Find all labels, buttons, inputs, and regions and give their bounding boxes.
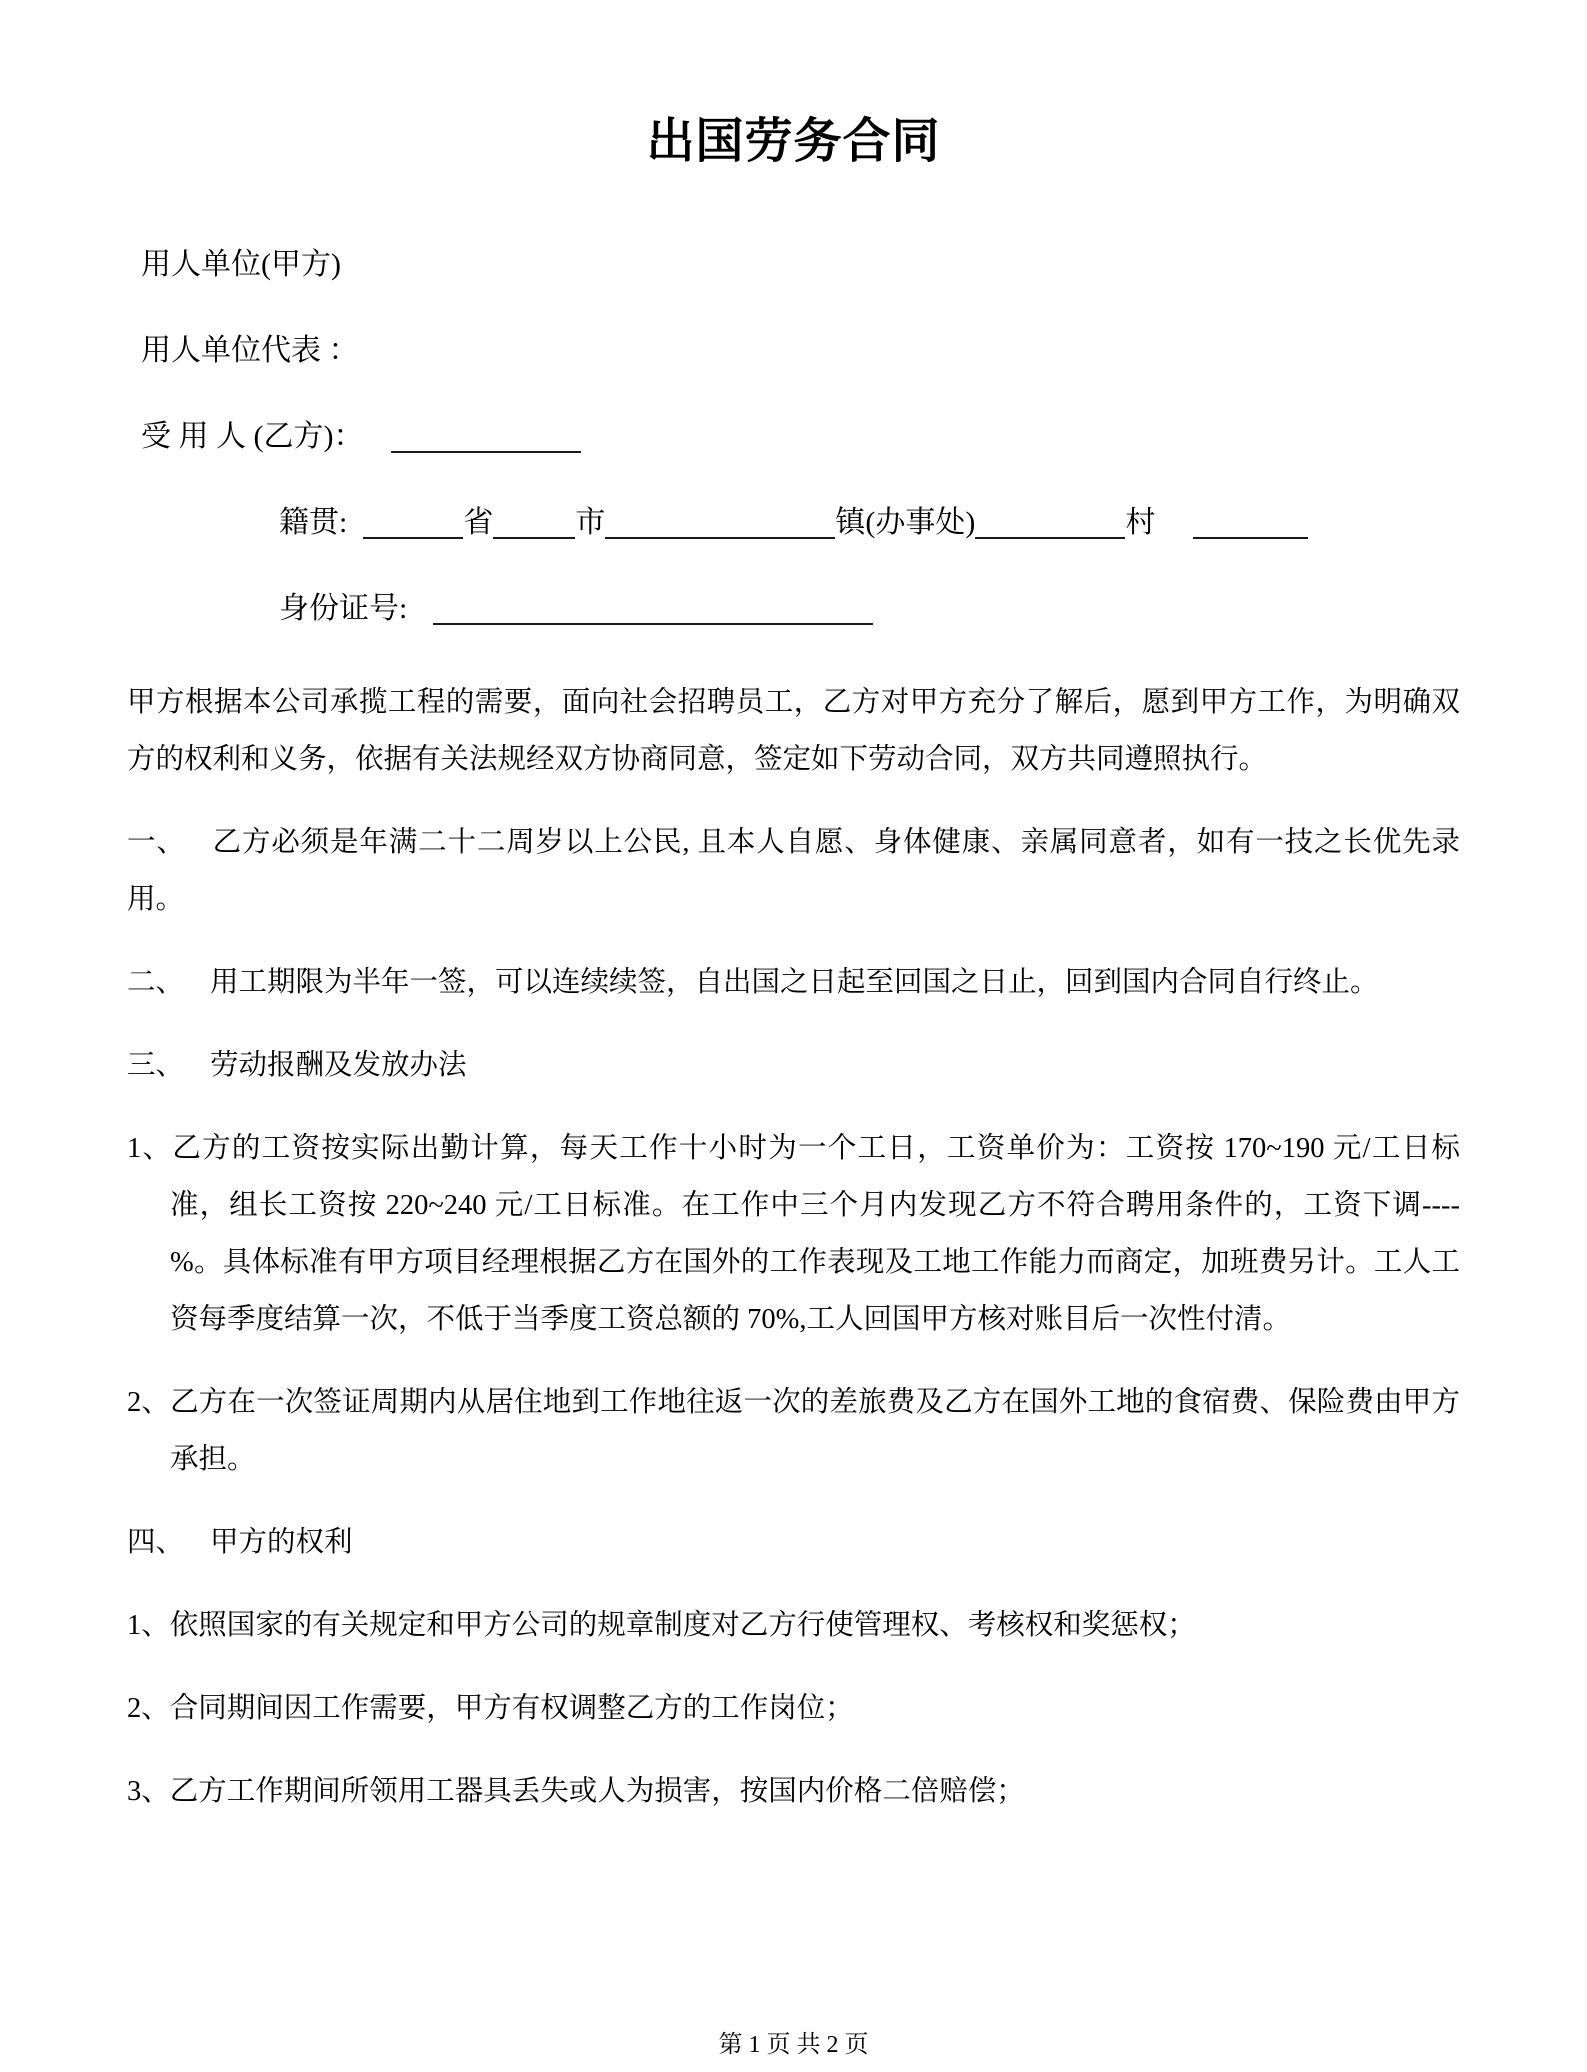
page-number-footer: 第 1 页 共 2 页 xyxy=(718,2032,869,2058)
employee-line xyxy=(127,394,1460,480)
town-blank[interactable] xyxy=(605,503,835,539)
town-suffix: 镇(办事处) xyxy=(835,506,976,539)
paragraph xyxy=(127,674,1460,788)
paragraph-marker: 3、 xyxy=(127,1776,170,1807)
province-blank[interactable] xyxy=(363,503,463,539)
employer-line xyxy=(127,222,1460,308)
parties-block xyxy=(127,222,1460,652)
paragraph-text: 甲方根据本公司承揽工程的需要，面向社会招聘员工，乙方对甲方充分了解后，愿到甲方工作，为明确双方的权利和义务，依据有关法规经双方协商同意，签定如下劳动合同，双方共同遵照执行。 xyxy=(127,687,1460,775)
paragraph xyxy=(127,1763,1460,1820)
paragraph-text: 乙方工作期间所领用工器具丢失或人为损害，按国内价格二倍赔偿； xyxy=(169,1776,1025,1807)
spacer xyxy=(347,531,363,532)
city-blank[interactable] xyxy=(493,503,575,539)
id-number-label: 身份证号: xyxy=(279,592,408,625)
paragraph xyxy=(127,1120,1460,1348)
employer-representative-line xyxy=(127,308,1460,394)
paragraph xyxy=(127,954,1460,1011)
paragraph xyxy=(127,1037,1460,1094)
spacer xyxy=(407,617,433,618)
city-suffix: 市 xyxy=(575,506,606,539)
province-suffix: 省 xyxy=(463,506,494,539)
paragraph xyxy=(127,1514,1460,1571)
employer-representative-label: 用人单位代表 ： xyxy=(141,334,359,367)
contract-body xyxy=(127,674,1460,1820)
employee-name-blank[interactable] xyxy=(391,417,581,453)
paragraph-text: 依照国家的有关规定和甲方公司的规章制度对乙方行使管理权、考核权和奖惩权； xyxy=(169,1610,1196,1641)
document-title: 出国劳务合同 xyxy=(646,115,941,168)
spacer xyxy=(363,445,391,446)
paragraph-text: 乙方在一次签证周期内从居住地到工作地往返一次的差旅费及乙方在国外工地的食宿费、保险费由甲方承担。 xyxy=(170,1387,1460,1475)
paragraph-text: 劳动报酬及发放办法 xyxy=(210,1050,467,1081)
spacer xyxy=(1155,531,1193,532)
id-number-line xyxy=(127,566,1460,652)
employer-label: 用人单位(甲方) xyxy=(141,248,341,281)
paragraph-marker: 2、 xyxy=(127,1387,171,1418)
document-content xyxy=(127,0,1460,1846)
paragraph-text: 乙方必须是年满二十二周岁以上公民, 且本人自愿、身体健康、亲属同意者，如有一技之长优先录用。 xyxy=(127,827,1460,915)
paragraph-marker: 2、 xyxy=(127,1693,170,1724)
paragraph-text: 乙方的工资按实际出勤计算，每天工作十小时为一个工日，工资单价为：工资按 170~190 元/工日标准，组长工资按 220~240 元/工日标准。在工作中三个月内发现乙方不符合聘用条件的，工资下调----%。具体标准有甲方项目经理根据乙方在国外的工作表现及工地工作能力而商定，加班费另计。工人工资每季度结算一次，不低于当季度工资总额的 70%,工人回国甲方核对账目后一次性付清。 xyxy=(170,1133,1460,1335)
village-suffix: 村 xyxy=(1125,506,1156,539)
paragraph-text: 合同期间因工作需要，甲方有权调整乙方的工作岗位； xyxy=(169,1693,854,1724)
id-number-blank[interactable] xyxy=(433,589,873,625)
paragraph xyxy=(127,1680,1460,1737)
paragraph-text: 甲方的权利 xyxy=(210,1527,353,1558)
paragraph-marker: 1、 xyxy=(127,1133,173,1164)
native-place-line xyxy=(127,480,1460,566)
paragraph xyxy=(127,814,1460,928)
paragraph-marker: 1、 xyxy=(127,1610,170,1641)
paragraph-marker: 一、 xyxy=(127,827,186,858)
native-place-label: 籍贯: xyxy=(279,506,348,539)
employee-label: 受 用 人 (乙方)： xyxy=(141,420,364,453)
paragraph xyxy=(127,1597,1460,1654)
village-detail-blank[interactable] xyxy=(1193,503,1308,539)
village-blank[interactable] xyxy=(975,503,1125,539)
paragraph xyxy=(127,1374,1460,1488)
paragraph-text: 用工期限为半年一签，可以连续续签，自出国之日起至回国之日止，回到国内合同自行终止。 xyxy=(210,967,1379,998)
paragraph-marker: 二、 xyxy=(127,967,185,998)
paragraph-marker: 三、 xyxy=(127,1050,185,1081)
paragraph-marker: 四、 xyxy=(127,1527,185,1558)
